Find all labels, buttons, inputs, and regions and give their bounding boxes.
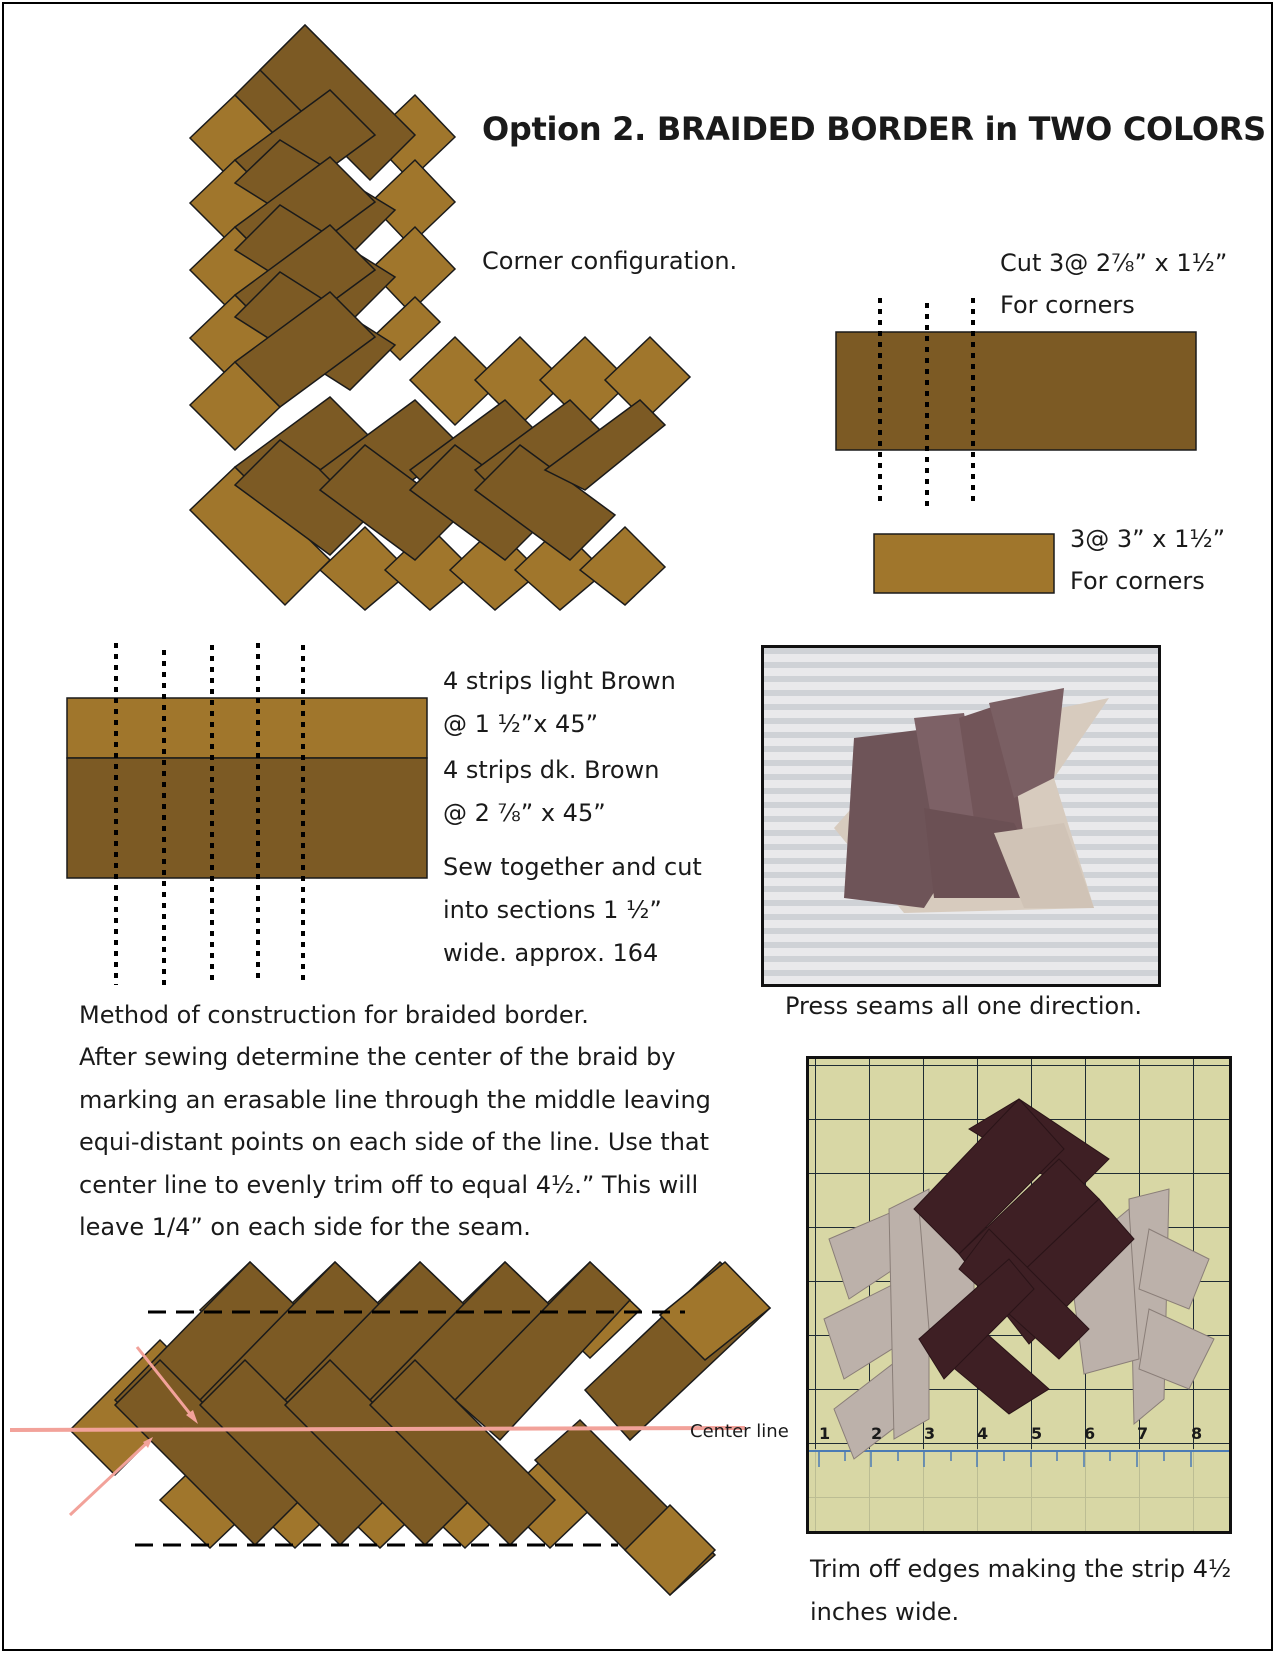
ruler-number: 5 [1031, 1424, 1043, 1443]
ruler-number: 3 [924, 1424, 936, 1443]
strips-line5: Sew together and cut [443, 853, 702, 881]
ruler-number: 8 [1191, 1424, 1203, 1443]
method-line6: leave 1/4” on each side for the seam. [79, 1213, 531, 1241]
corner-caption: Corner configuration. [482, 247, 738, 275]
photo2-caption-line1: Trim off edges making the strip 4½ [810, 1555, 1232, 1583]
strips-line7: wide. approx. 164 [443, 939, 659, 967]
strips-line1: 4 strips light Brown [443, 667, 676, 695]
center-line-label: Center line [690, 1421, 789, 1442]
light-cut-sublabel: For corners [1070, 567, 1205, 595]
light-cut-label: 3@ 3” x 1½” [1070, 525, 1226, 553]
center-line [10, 1428, 745, 1430]
strips-line2: @ 1 ½”x 45” [443, 710, 599, 738]
method-line2: After sewing determine the center of the braid by [79, 1043, 676, 1071]
strips-line6: into sections 1 ½” [443, 896, 662, 924]
photo1-caption: Press seams all one direction. [785, 992, 1143, 1020]
method-line1: Method of construction for braided border. [79, 1001, 589, 1029]
ruler-number: 7 [1137, 1424, 1149, 1443]
ruler-number: 1 [819, 1424, 831, 1443]
trimmed-braid-photo [806, 1056, 1232, 1534]
photo2-caption-line2: inches wide. [810, 1598, 960, 1626]
ruler-number: 2 [871, 1424, 883, 1443]
ruler-number: 6 [1084, 1424, 1096, 1443]
ruler-number: 4 [977, 1424, 989, 1443]
method-line3: marking an erasable line through the middle leaving [79, 1086, 711, 1114]
page-title: Option 2. BRAIDED BORDER in TWO COLORS [482, 110, 1266, 148]
method-line5: center line to evenly trim off to equal 4½.” This will [79, 1171, 699, 1199]
strips-line3: 4 strips dk. Brown [443, 756, 660, 784]
dark-cut-sublabel: For corners [1000, 291, 1135, 319]
dark-cut-label: Cut 3@ 2⅞” x 1½” [1000, 249, 1228, 277]
strips-line4: @ 2 ⅞” x 45” [443, 799, 606, 827]
method-line4: equi-distant points on each side of the line. Use that [79, 1128, 710, 1156]
